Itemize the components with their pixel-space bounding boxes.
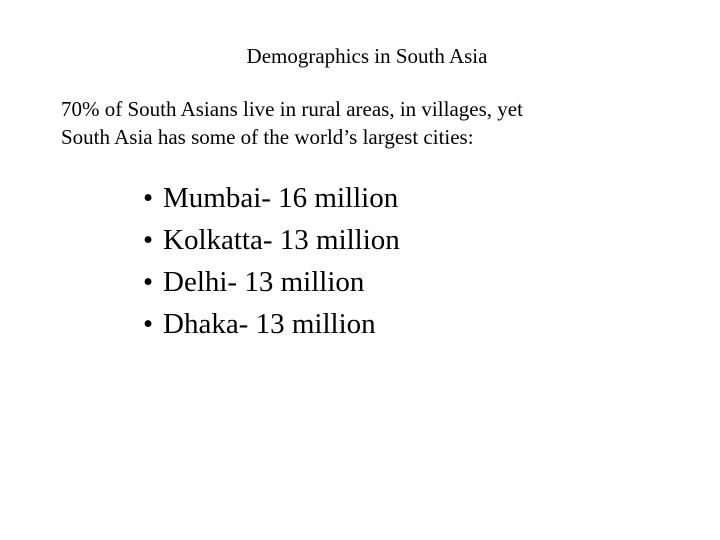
- list-item: [143, 177, 400, 219]
- city-text: Mumbai- 16 million: [163, 182, 399, 214]
- bullet-icon: •: [143, 266, 154, 298]
- list-item: [143, 219, 400, 261]
- bullet-icon: •: [143, 182, 154, 214]
- city-text: Delhi- 13 million: [163, 266, 365, 298]
- list-item: [143, 261, 400, 303]
- intro-line: 70% of South Asians live in rural areas, in villages, yet: [61, 97, 523, 121]
- city-text: Dhaka- 13 million: [163, 308, 376, 340]
- intro-line: South Asia has some of the world’s largest cities:: [61, 125, 474, 149]
- bullet-icon: •: [143, 308, 154, 340]
- city-list: [143, 177, 400, 345]
- slide-title: Demographics in South Asia: [246, 44, 488, 68]
- intro-paragraph: [61, 95, 681, 151]
- list-item: [143, 303, 400, 345]
- city-text: Kolkatta- 13 million: [163, 224, 400, 256]
- bullet-icon: •: [143, 224, 154, 256]
